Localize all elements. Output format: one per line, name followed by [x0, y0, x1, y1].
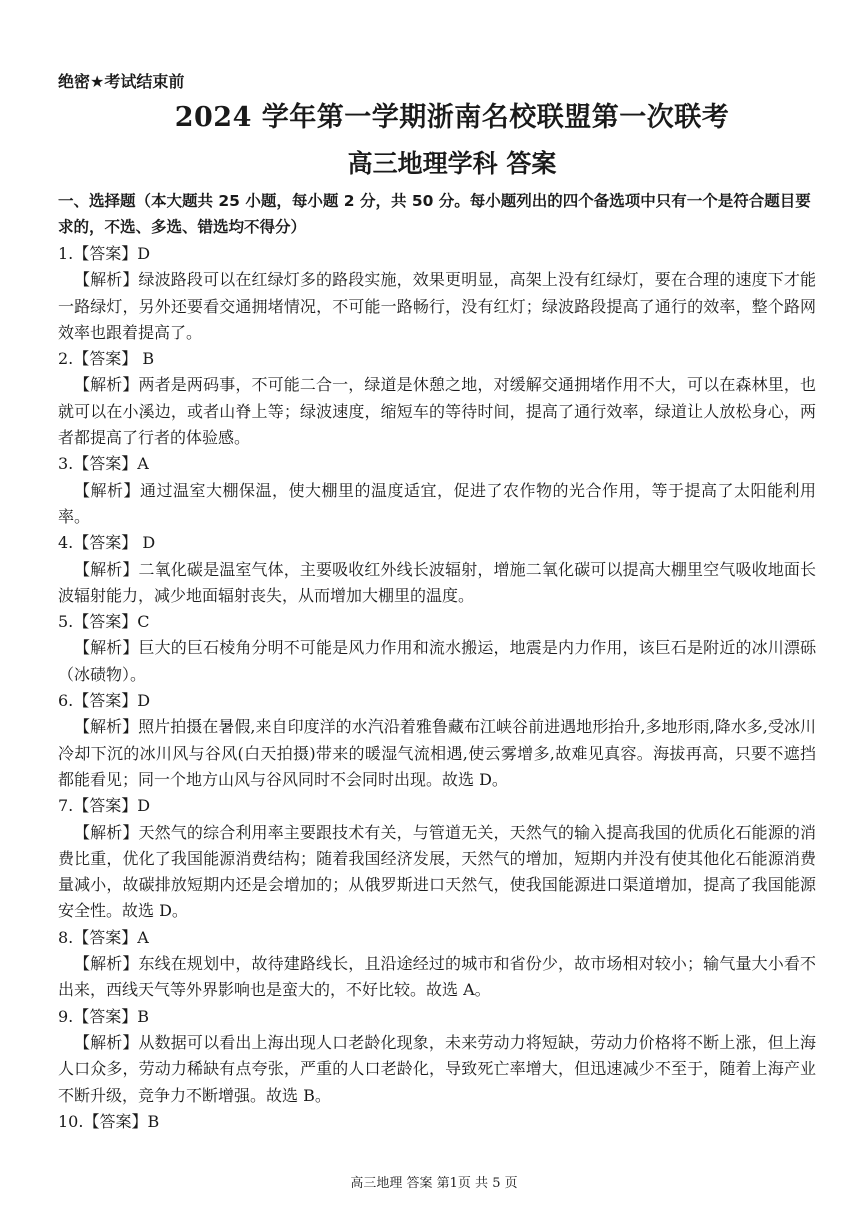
question-block [58, 241, 816, 346]
explanation-text: 【解析】通过温室大棚保温，使大棚里的温度适宜，促进了农作物的光合作用，等于提高了太阳能利用率。 [58, 480, 816, 526]
answer-line: 4.【答案】 D [58, 533, 156, 553]
exam-title: 2024 学年第一学期浙南名校联盟第一次联考 [174, 102, 730, 133]
explanation-text: 【解析】照片拍摄在暑假,来自印度洋的水汽沿着雅鲁藏布江峡谷前进遇地形抬升,多地形雨,降水多,受冰川冷却下沉的冰川风与谷风(白天拍摄)带来的暖湿气流相遇,使云雾增多,故难见真容。海拔再高，只要不遮挡都能看见；同一个地方山风与谷风同时不会同时出现。故选 D。 [58, 717, 816, 789]
explanation-text: 【解析】东线在规划中，故待建路线长，且沿途经过的城市和省份少，故市场相对较小；输气量大小看不出来，西线天气等外界影响也是蛮大的，不好比较。故选 A。 [58, 954, 816, 1000]
question-block [58, 1004, 816, 1109]
answer-line: 5.【答案】C [58, 612, 150, 632]
confidential-label: 绝密★考试结束前 [58, 72, 185, 91]
answer-line: 6.【答案】D [58, 691, 151, 711]
explanation-text: 【解析】巨大的巨石棱角分明不可能是风力作用和流水搬运，地震是内力作用，该巨石是附近的冰川漂砾（冰碛物）。 [58, 638, 816, 684]
question-block [58, 346, 816, 451]
exam-subtitle: 高三地理学科 答案 [347, 149, 557, 178]
answer-line: 2.【答案】 B [58, 349, 155, 369]
question-block [58, 530, 816, 609]
question-block [58, 688, 816, 793]
explanation-text: 【解析】两者是两码事，不可能二合一，绿道是休憩之地，对缓解交通拥堵作用不大，可以在森林里，也就可以在小溪边，或者山脊上等；绿波速度，缩短车的等待时间，提高了通行效率，绿道让人放松身心，两者都提高了行者的体验感。 [58, 375, 816, 448]
explanation-text: 【解析】天然气的综合利用率主要跟技术有关，与管道无关，天然气的输入提高我国的优质化石能源的消费比重，优化了我国能源消费结构；随着我国经济发展，天然气的增加，短期内并没有使其他化石能源消费量减小，故碳排放短期内还是会增加的；从俄罗斯进口天然气，使我国能源进口渠道增加，提高了我国能源安全性。故选 D。 [58, 822, 816, 921]
answer-line: 9.【答案】B [58, 1006, 150, 1026]
question-block [58, 451, 816, 530]
answer-line: 3.【答案】A [58, 454, 149, 474]
question-block [58, 1109, 816, 1135]
explanation-text: 【解析】二氧化碳是温室气体，主要吸收红外线长波辐射，增施二氧化碳可以提高大棚里空气吸收地面长波辐射能力，减少地面辐射丧失，从而增加大棚里的温度。 [58, 559, 816, 605]
answer-line: 7.【答案】D [58, 796, 151, 816]
answer-line: 10.【答案】B [58, 1111, 160, 1131]
page-footer: 高三地理 答案 第1页 共 5 页 [350, 1176, 518, 1191]
answer-line: 1.【答案】D [58, 244, 151, 263]
question-block [58, 925, 816, 1004]
explanation-text: 【解析】绿波路段可以在红绿灯多的路段实施，效果更明显，高架上没有红绿灯，要在合理的速度下才能一路绿灯，另外还要看交通拥堵情况，不可能一路畅行，没有红灯；绿波路段提高了通行的效率，整个路网效率也跟着提高了。 [58, 270, 816, 342]
answer-line: 8.【答案】A [58, 927, 149, 947]
section-heading: 一、选择题（本大题共 25 小题，每小题 2 分，共 50 分。每小题列出的四个备选项中只有一个是符合题目要求的，不选、多选、错选均不得分） [58, 192, 811, 236]
question-block [58, 793, 816, 924]
question-block [58, 609, 816, 688]
explanation-text: 【解析】从数据可以看出上海出现人口老龄化现象，未来劳动力将短缺，劳动力价格将不断上涨，但上海人口众多，劳动力稀缺有点夸张，严重的人口老龄化，导致死亡率增大，但迅速减少不至于，随着上海产业不断升级，竞争力不断增强。故选 B。 [58, 1032, 816, 1105]
